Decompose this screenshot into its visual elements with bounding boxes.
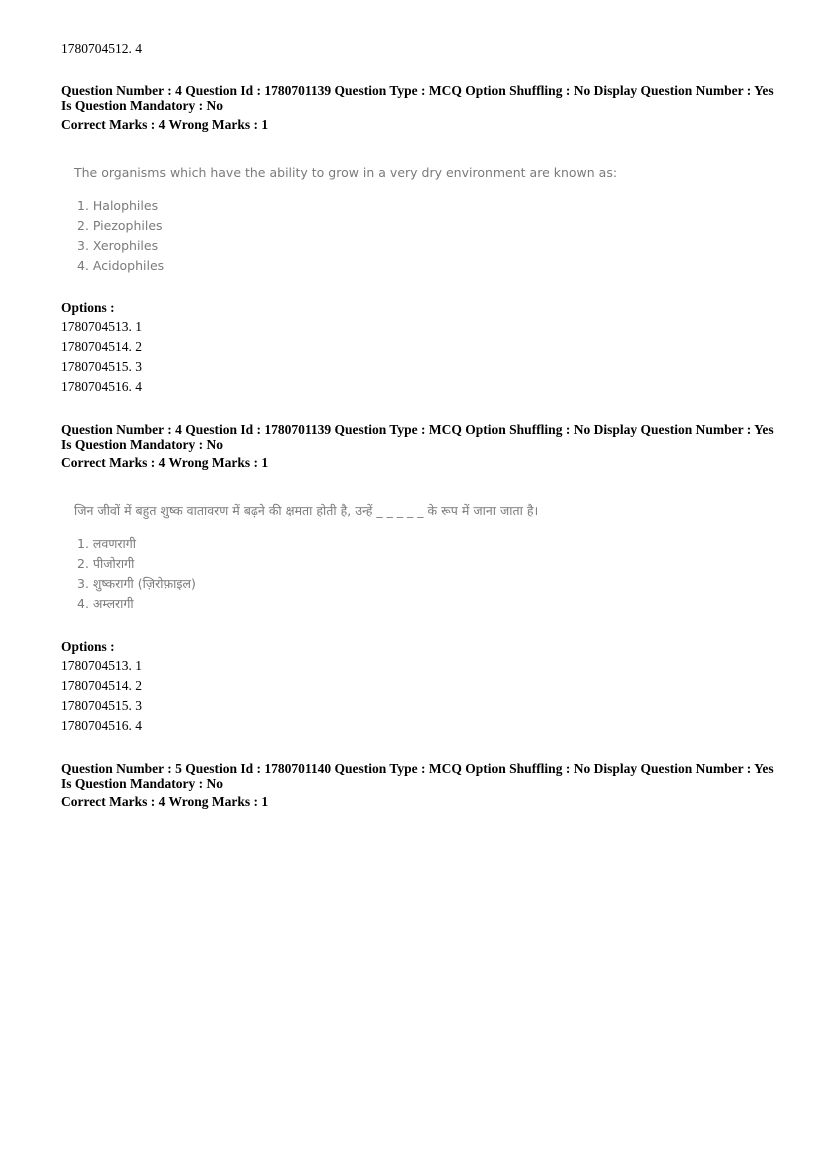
question-option: 4. अम्लरागी — [77, 596, 134, 611]
option-id: 1780704513. 1 — [61, 319, 142, 334]
previous-option-line: 1780704512. 4 — [61, 41, 142, 56]
question-marks: Correct Marks : 4 Wrong Marks : 1 — [61, 117, 269, 132]
question-mandatory: Is Question Mandatory : No — [61, 776, 224, 791]
question-mandatory: Is Question Mandatory : No — [61, 98, 224, 113]
question-stem: जिन जीवों में बहुत शुष्क वातावरण में बढ़ने की क्षमता होती है, उन्हें _ _ _ _ _ के रूप में जाना जाता है। — [74, 503, 539, 518]
option-id: 1780704516. 4 — [61, 379, 142, 394]
question-option: 1. लवणरागी — [77, 536, 136, 551]
question-header: Question Number : 5 Question Id : 1780701140 Question Type : MCQ Option Shuffling : No Display Question Number : Yes — [61, 761, 774, 776]
question-header: Question Number : 4 Question Id : 1780701139 Question Type : MCQ Option Shuffling : No Display Question Number : Yes — [61, 422, 774, 437]
options-label: Options : — [61, 300, 115, 315]
option-id: 1780704516. 4 — [61, 718, 142, 733]
options-label: Options : — [61, 639, 115, 654]
option-id: 1780704515. 3 — [61, 359, 142, 374]
question-option: 1. Halophiles — [77, 198, 159, 213]
question-mandatory: Is Question Mandatory : No — [61, 437, 224, 452]
question-option: 2. Piezophiles — [77, 218, 163, 233]
question-option: 4. Acidophiles — [77, 258, 165, 273]
option-id: 1780704514. 2 — [61, 678, 142, 693]
question-marks: Correct Marks : 4 Wrong Marks : 1 — [61, 455, 269, 470]
question-option: 2. पीजोरागी — [77, 556, 135, 571]
question-option: 3. शुष्करागी (ज़िरोफ़ाइल) — [77, 576, 196, 591]
question-option: 3. Xerophiles — [77, 238, 159, 253]
option-id: 1780704513. 1 — [61, 658, 142, 673]
question-marks: Correct Marks : 4 Wrong Marks : 1 — [61, 794, 269, 809]
option-id: 1780704515. 3 — [61, 698, 142, 713]
question-header: Question Number : 4 Question Id : 1780701139 Question Type : MCQ Option Shuffling : No Display Question Number : Yes — [61, 83, 774, 98]
question-stem: The organisms which have the ability to grow in a very dry environment are known as: — [74, 165, 618, 180]
option-id: 1780704514. 2 — [61, 339, 142, 354]
